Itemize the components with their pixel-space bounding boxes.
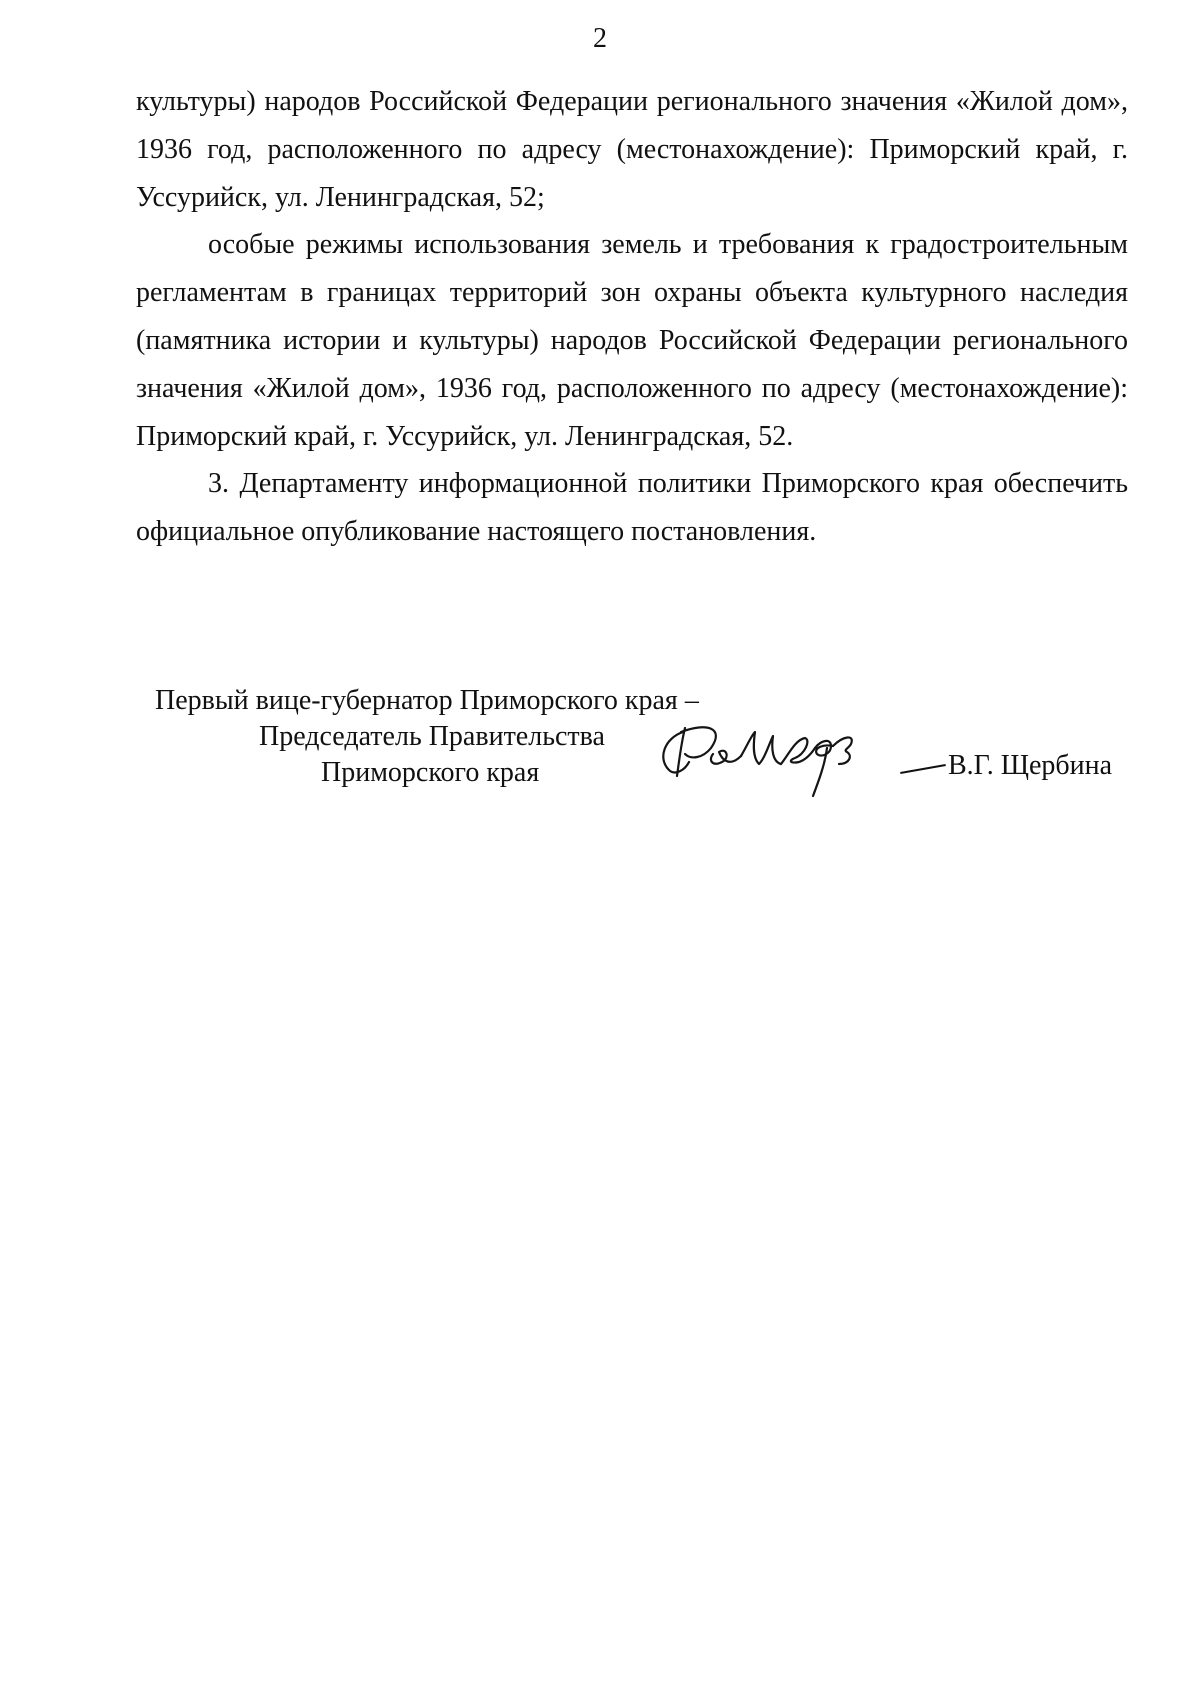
- signer-name: В.Г. Щербина: [948, 750, 1113, 781]
- signatory-title-line-3: Приморского края: [321, 757, 540, 788]
- signatory-title-line-2: Председатель Правительства: [259, 721, 605, 752]
- paragraph-item-3: 3. Департаменту информационной политики Приморского края обеспечить официальное опубликование настоящего постановления.: [136, 468, 1128, 548]
- handwritten-signature-icon: [655, 718, 905, 800]
- paragraph-special-regimes: особые режимы использования земель и требования к градостроительным регламентам в границах территорий зон охраны объекта культурного наследия (памятника истории и культуры) народов Российской Федерации регионального значения «Жилой дом», 1936 год, расположенного по адресу (местонахождение): Приморский край, г. Уссурийск, ул. Ленинградская, 52.: [136, 229, 1128, 452]
- signatory-title: [155, 683, 735, 791]
- document-body: [136, 78, 1128, 556]
- signer-dash: [900, 764, 946, 774]
- signer-name-block: [900, 748, 1112, 784]
- signatory-title-line-1: Первый вице-губернатор Приморского края –: [155, 685, 699, 716]
- paragraph-continuation: культуры) народов Российской Федерации регионального значения «Жилой дом», 1936 год, расположенного по адресу (местонахождение): Приморский край, г. Уссурийск, ул. Ленинградская, 52;: [136, 86, 1128, 213]
- page-number: 2: [593, 23, 607, 54]
